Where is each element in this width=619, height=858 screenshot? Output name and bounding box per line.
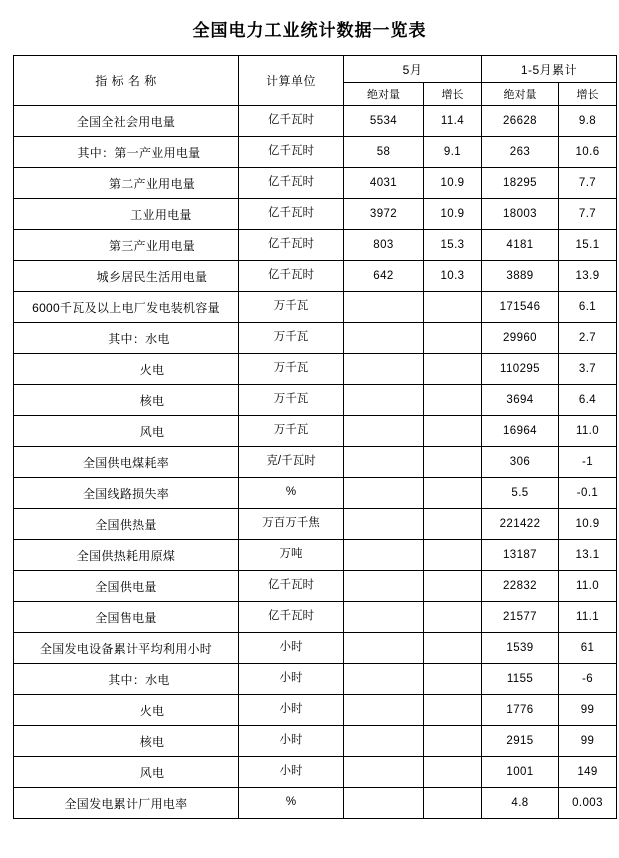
cell-month-absolute (344, 323, 424, 354)
row-label: 全国供电煤耗率 (14, 447, 239, 478)
cell-cumulative-growth: -1 (559, 447, 617, 478)
cell-cumulative-absolute: 171546 (482, 292, 559, 323)
cell-cumulative-growth: 61 (559, 633, 617, 664)
cell-cumulative-growth: 2.7 (559, 323, 617, 354)
row-label: 工业用电量 (14, 199, 239, 230)
cell-cumulative-absolute: 21577 (482, 602, 559, 633)
cell-month-growth (424, 540, 482, 571)
cell-cumulative-growth: 149 (559, 757, 617, 788)
cell-cumulative-absolute: 22832 (482, 571, 559, 602)
cell-month-growth (424, 385, 482, 416)
cell-month-growth: 15.3 (424, 230, 482, 261)
cell-month-absolute (344, 416, 424, 447)
cell-month-growth: 10.9 (424, 168, 482, 199)
row-label: 全国售电量 (14, 602, 239, 633)
cell-cumulative-absolute: 3694 (482, 385, 559, 416)
cell-month-absolute (344, 571, 424, 602)
cell-cumulative-growth: 7.7 (559, 199, 617, 230)
cell-cumulative-absolute: 221422 (482, 509, 559, 540)
row-unit: 万千瓦 (239, 416, 344, 447)
table-body (14, 106, 617, 819)
row-unit: 小时 (239, 726, 344, 757)
row-label: 第三产业用电量 (14, 230, 239, 261)
column-header-cumulative-absolute: 绝对量 (482, 83, 559, 106)
cell-cumulative-absolute: 1776 (482, 695, 559, 726)
cell-cumulative-absolute: 1155 (482, 664, 559, 695)
row-label: 其中：第一产业用电量 (14, 137, 239, 168)
cell-cumulative-absolute: 16964 (482, 416, 559, 447)
table-header (14, 56, 617, 106)
cell-month-absolute (344, 447, 424, 478)
table-row (14, 447, 617, 478)
column-header-unit: 计算单位 (239, 56, 344, 106)
cell-cumulative-growth: -0.1 (559, 478, 617, 509)
row-unit: 克/千瓦时 (239, 447, 344, 478)
cell-cumulative-absolute: 306 (482, 447, 559, 478)
cell-cumulative-growth: 15.1 (559, 230, 617, 261)
column-group-header-cumulative: 1-5月累计 (482, 56, 617, 83)
cell-month-growth: 11.4 (424, 106, 482, 137)
cell-cumulative-absolute: 1001 (482, 757, 559, 788)
table-row (14, 416, 617, 447)
cell-cumulative-absolute: 13187 (482, 540, 559, 571)
row-label: 全国供热耗用原煤 (14, 540, 239, 571)
page-title: 全国电力工业统计数据一览表 (192, 21, 427, 40)
column-group-header-month: 5月 (344, 56, 482, 83)
cell-month-growth (424, 447, 482, 478)
table-row (14, 478, 617, 509)
row-unit: 亿千瓦时 (239, 137, 344, 168)
cell-cumulative-growth: 99 (559, 726, 617, 757)
cell-cumulative-growth: 11.1 (559, 602, 617, 633)
table-row (14, 385, 617, 416)
cell-month-absolute: 3972 (344, 199, 424, 230)
cell-cumulative-growth: 3.7 (559, 354, 617, 385)
row-unit: 亿千瓦时 (239, 106, 344, 137)
cell-month-growth (424, 602, 482, 633)
cell-cumulative-growth: 7.7 (559, 168, 617, 199)
table-row (14, 633, 617, 664)
cell-month-absolute (344, 385, 424, 416)
cell-cumulative-growth: 6.1 (559, 292, 617, 323)
cell-month-growth: 10.9 (424, 199, 482, 230)
row-label: 全国全社会用电量 (14, 106, 239, 137)
row-label: 全国供电量 (14, 571, 239, 602)
cell-cumulative-absolute: 4.8 (482, 788, 559, 819)
cell-cumulative-absolute: 4181 (482, 230, 559, 261)
row-label: 全国供热量 (14, 509, 239, 540)
cell-cumulative-absolute: 3889 (482, 261, 559, 292)
row-label: 6000千瓦及以上电厂发电装机容量 (14, 292, 239, 323)
cell-month-absolute (344, 664, 424, 695)
cell-month-growth (424, 695, 482, 726)
row-unit: 小时 (239, 757, 344, 788)
table-row (14, 540, 617, 571)
cell-month-growth (424, 788, 482, 819)
cell-month-growth (424, 478, 482, 509)
row-label: 核电 (14, 385, 239, 416)
cell-month-growth: 9.1 (424, 137, 482, 168)
row-unit: 亿千瓦时 (239, 261, 344, 292)
cell-month-absolute (344, 540, 424, 571)
row-label: 其中：水电 (14, 664, 239, 695)
cell-cumulative-growth: 9.8 (559, 106, 617, 137)
cell-month-absolute: 803 (344, 230, 424, 261)
cell-cumulative-absolute: 5.5 (482, 478, 559, 509)
cell-month-growth (424, 323, 482, 354)
cell-cumulative-growth: 11.0 (559, 571, 617, 602)
row-label: 其中：水电 (14, 323, 239, 354)
row-label: 城乡居民生活用电量 (14, 261, 239, 292)
cell-month-absolute (344, 726, 424, 757)
cell-month-growth (424, 416, 482, 447)
table-row (14, 261, 617, 292)
table-row (14, 230, 617, 261)
row-label: 核电 (14, 726, 239, 757)
row-unit: 小时 (239, 633, 344, 664)
column-header-indicator: 指 标 名 称 (14, 56, 239, 106)
cell-month-growth (424, 757, 482, 788)
row-unit: 亿千瓦时 (239, 571, 344, 602)
cell-cumulative-absolute: 18003 (482, 199, 559, 230)
cell-month-absolute (344, 788, 424, 819)
cell-cumulative-absolute: 26628 (482, 106, 559, 137)
table-row (14, 695, 617, 726)
cell-cumulative-absolute: 110295 (482, 354, 559, 385)
table-row (14, 664, 617, 695)
row-unit: 万吨 (239, 540, 344, 571)
cell-cumulative-growth: 99 (559, 695, 617, 726)
row-unit: 万千瓦 (239, 354, 344, 385)
cell-cumulative-growth: -6 (559, 664, 617, 695)
row-label: 全国发电设备累计平均利用小时 (14, 633, 239, 664)
row-unit: 亿千瓦时 (239, 230, 344, 261)
table-header-row-1 (14, 56, 617, 83)
row-label: 火电 (14, 354, 239, 385)
table-row (14, 168, 617, 199)
cell-month-growth (424, 509, 482, 540)
cell-month-absolute (344, 354, 424, 385)
table-row (14, 137, 617, 168)
cell-month-absolute (344, 602, 424, 633)
cell-month-growth (424, 633, 482, 664)
row-label: 全国线路损失率 (14, 478, 239, 509)
cell-month-absolute (344, 292, 424, 323)
column-header-month-absolute: 绝对量 (344, 83, 424, 106)
row-unit: 小时 (239, 695, 344, 726)
row-unit: 万百万千焦 (239, 509, 344, 540)
cell-cumulative-growth: 13.1 (559, 540, 617, 571)
row-unit: 万千瓦 (239, 292, 344, 323)
row-unit: 亿千瓦时 (239, 168, 344, 199)
cell-month-growth (424, 571, 482, 602)
power-industry-statistics-table (13, 55, 617, 819)
table-row (14, 292, 617, 323)
table-row (14, 726, 617, 757)
row-unit: 亿千瓦时 (239, 199, 344, 230)
table-row (14, 106, 617, 137)
row-unit: 小时 (239, 664, 344, 695)
row-label: 全国发电累计厂用电率 (14, 788, 239, 819)
column-header-month-growth: 增长 (424, 83, 482, 106)
cell-month-absolute (344, 509, 424, 540)
cell-cumulative-growth: 13.9 (559, 261, 617, 292)
cell-month-absolute (344, 633, 424, 664)
table-row (14, 354, 617, 385)
cell-cumulative-absolute: 18295 (482, 168, 559, 199)
column-header-cumulative-growth: 增长 (559, 83, 617, 106)
cell-cumulative-growth: 10.9 (559, 509, 617, 540)
row-unit: % (239, 788, 344, 819)
cell-month-absolute: 5534 (344, 106, 424, 137)
row-unit: 亿千瓦时 (239, 602, 344, 633)
row-unit: % (239, 478, 344, 509)
row-label: 第二产业用电量 (14, 168, 239, 199)
row-label: 风电 (14, 757, 239, 788)
cell-month-absolute (344, 757, 424, 788)
table-row (14, 199, 617, 230)
table-row (14, 509, 617, 540)
cell-cumulative-absolute: 2915 (482, 726, 559, 757)
cell-month-growth (424, 664, 482, 695)
cell-month-absolute: 642 (344, 261, 424, 292)
table-row (14, 602, 617, 633)
table-row (14, 571, 617, 602)
row-unit: 万千瓦 (239, 323, 344, 354)
table-row (14, 323, 617, 354)
cell-cumulative-absolute: 29960 (482, 323, 559, 354)
cell-cumulative-growth: 10.6 (559, 137, 617, 168)
table-row (14, 788, 617, 819)
cell-month-absolute: 58 (344, 137, 424, 168)
row-unit: 万千瓦 (239, 385, 344, 416)
table-row (14, 757, 617, 788)
cell-month-absolute (344, 478, 424, 509)
cell-month-absolute: 4031 (344, 168, 424, 199)
cell-month-growth (424, 292, 482, 323)
row-label: 火电 (14, 695, 239, 726)
cell-month-growth (424, 726, 482, 757)
cell-cumulative-absolute: 263 (482, 137, 559, 168)
cell-cumulative-growth: 11.0 (559, 416, 617, 447)
cell-cumulative-growth: 0.003 (559, 788, 617, 819)
cell-cumulative-growth: 6.4 (559, 385, 617, 416)
cell-month-growth: 10.3 (424, 261, 482, 292)
row-label: 风电 (14, 416, 239, 447)
cell-cumulative-absolute: 1539 (482, 633, 559, 664)
cell-month-absolute (344, 695, 424, 726)
cell-month-growth (424, 354, 482, 385)
